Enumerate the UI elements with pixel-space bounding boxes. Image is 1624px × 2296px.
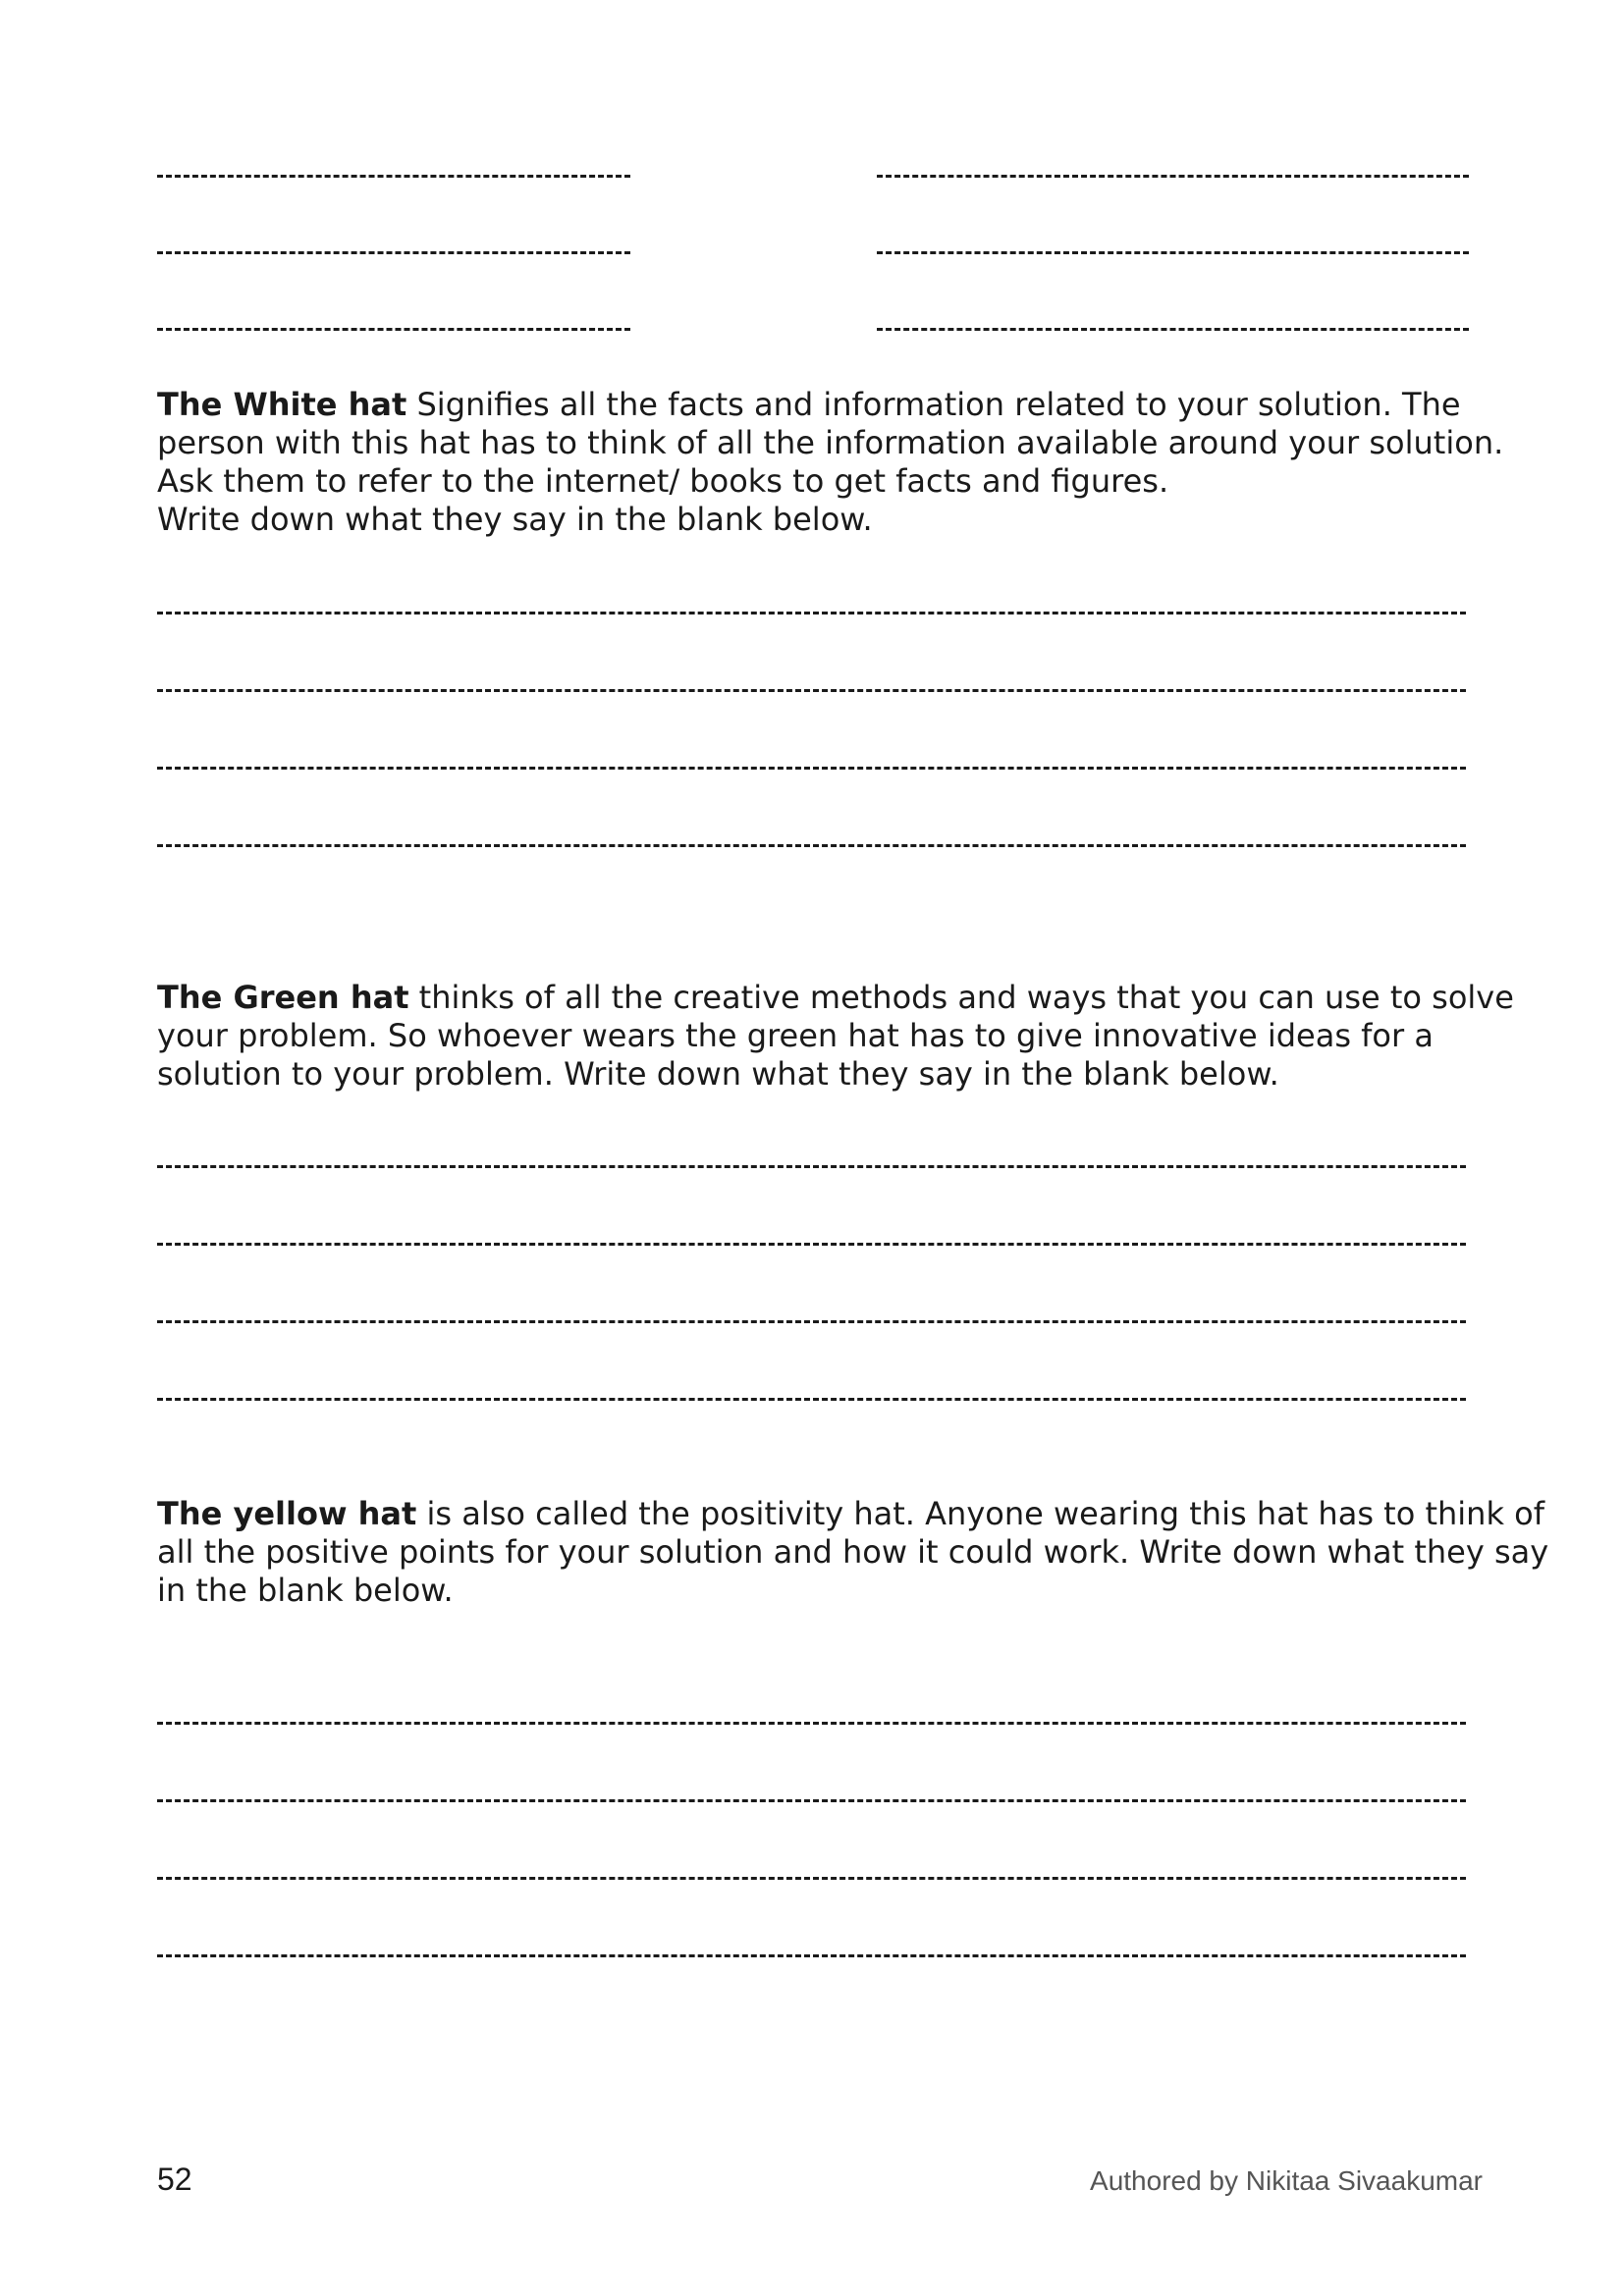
answer-blank-right[interactable]	[877, 251, 1469, 254]
page-number: 52	[157, 2162, 192, 2197]
answer-blank[interactable]	[157, 1243, 1466, 1246]
green-hat-paragraph	[157, 979, 1514, 1094]
paragraph-line: solution to your problem. Write down what they say in the blank below.	[157, 1055, 1279, 1093]
answer-blank-left[interactable]	[157, 175, 630, 178]
answer-blank[interactable]	[157, 844, 1466, 847]
author-credit: Authored by Nikitaa Sivaakumar	[1090, 2165, 1483, 2196]
answer-blank-right[interactable]	[877, 175, 1469, 178]
answer-blank[interactable]	[157, 612, 1466, 614]
answer-blank[interactable]	[157, 1165, 1466, 1168]
yellow-hat-paragraph	[157, 1495, 1549, 1610]
answer-blank[interactable]	[157, 1722, 1466, 1725]
paragraph-line: The Green hat thinks of all the creative methods and ways that you can use to solve	[157, 979, 1514, 1016]
paragraph-line: Write down what they say in the blank below.	[157, 501, 873, 538]
answer-blank[interactable]	[157, 1398, 1466, 1401]
answer-blank[interactable]	[157, 767, 1466, 770]
paragraph-line: in the blank below.	[157, 1572, 454, 1609]
paragraph-line: The yellow hat is also called the positivity hat. Anyone wearing this hat has to think of	[157, 1495, 1544, 1532]
white-hat-paragraph	[157, 386, 1504, 539]
paragraph-line: all the positive points for your solution and how it could work. Write down what they say	[157, 1533, 1549, 1571]
paragraph-line: The White hat Signifies all the facts and information related to your solution. The	[157, 386, 1461, 423]
yellow-hat-title: The yellow hat	[157, 1495, 417, 1532]
answer-blank[interactable]	[157, 689, 1466, 692]
paragraph-line: person with this hat has to think of all the information available around your solution.	[157, 424, 1504, 461]
answer-blank-left[interactable]	[157, 251, 630, 254]
answer-blank-right[interactable]	[877, 328, 1469, 331]
green-hat-title: The Green hat	[157, 979, 409, 1016]
answer-blank-left[interactable]	[157, 328, 630, 331]
paragraph-line: your problem. So whoever wears the green hat has to give innovative ideas for a	[157, 1017, 1434, 1054]
answer-blank[interactable]	[157, 1320, 1466, 1323]
answer-blank[interactable]	[157, 1877, 1466, 1880]
answer-blank[interactable]	[157, 1954, 1466, 1957]
paragraph-line: Ask them to refer to the internet/ books to get facts and figures.	[157, 462, 1169, 500]
white-hat-title: The White hat	[157, 386, 407, 423]
answer-blank[interactable]	[157, 1799, 1466, 1802]
